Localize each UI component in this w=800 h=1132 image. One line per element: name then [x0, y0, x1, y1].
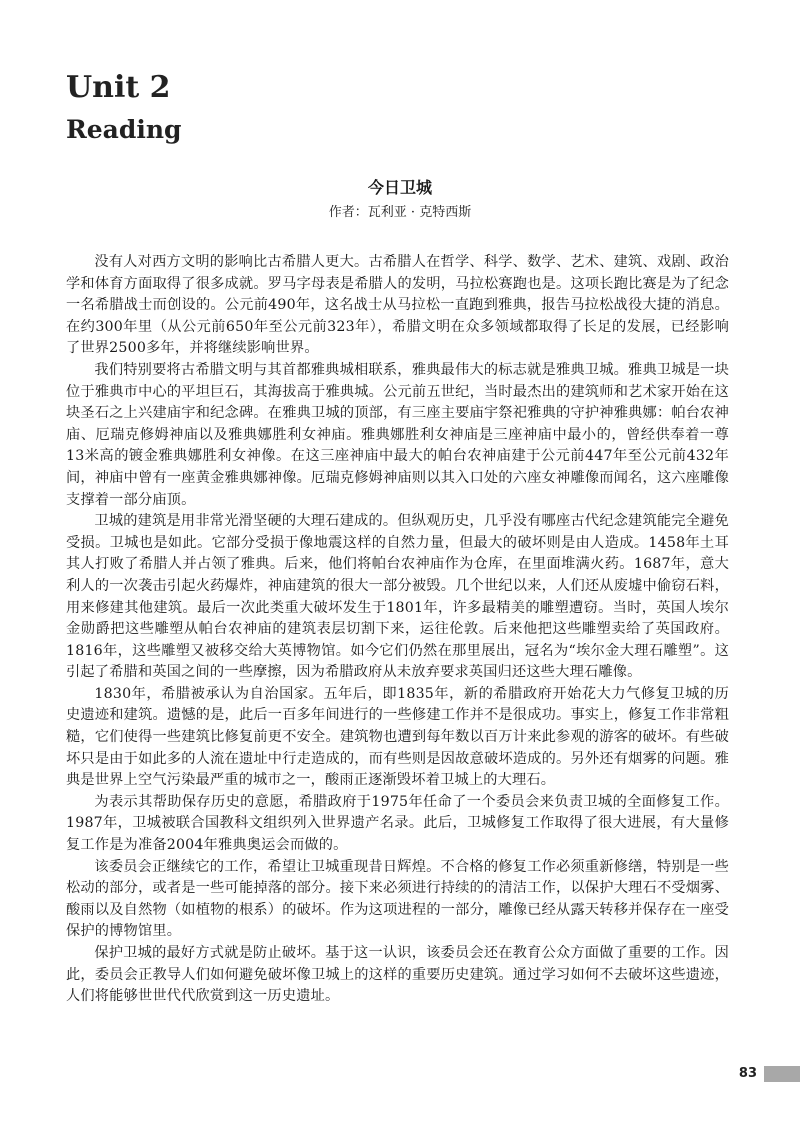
article-body [66, 252, 729, 1008]
page-edge-tab [764, 1066, 800, 1082]
article-paragraph: 该委员会正继续它的工作，希望让卫城重现昔日辉煌。不合格的修复工作必须重新修缮，特别是一些松动的部分，或者是一些可能掉落的部分。接下来必须进行持续的的清洁工作，以保护大理石不受烟雾、酸雨以及自然物（如植物的根系）的破坏。作为这项进程的一部分，雕像已经从露天转移并保存在一座受保护的博物馆里。 [66, 858, 729, 940]
article-paragraph: 保护卫城的最好方式就是防止破坏。基于这一认识，该委员会还在教育公众方面做了重要的工作。因此，委员会正教导人们如何避免破坏像卫城上的这样的重要历史建筑。通过学习如何不去破坏这些遗迹，人们将能够世世代代欣赏到这一历史遗址。 [66, 945, 729, 1005]
article-paragraph: 1830年，希腊被承认为自治国家。五年后，即1835年，新的希腊政府开始花大力气修复卫城的历史遗迹和建筑。遗憾的是，此后一百多年间进行的一些修建工作并不是很成功。事实上，修复工作非常粗糙，它们使得一些建筑比修复前更不安全。建筑物也遭到每年数以百万计来此参观的游客的破坏。有些破坏只是由于如此多的人流在遗址中行走造成的，而有些则是因故意破坏造成的。另外还有烟雾的问题。雅典是世界上空气污染最严重的城市之一，酸雨正逐渐毁坏着卫城上的大理石。 [66, 685, 729, 789]
article-title: 今日卫城 [367, 178, 432, 197]
section-heading: Reading [66, 115, 182, 144]
unit-heading: Unit 2 [66, 70, 171, 105]
page-number: 83 [738, 1066, 757, 1081]
article-paragraph: 没有人对西方文明的影响比古希腊人更大。古希腊人在哲学、科学、数学、艺术、建筑、戏剧、政治学和体育方面取得了很多成就。罗马字母表是希腊人的发明，马拉松赛跑也是。这项长跑比赛是为了纪念一名希腊战士而创设的。公元前490年，这名战士从马拉松一直跑到雅典，报告马拉松战役大捷的消息。在约300年里（从公元前650年至公元前323年），希腊文明在众多领域都取得了长足的发展，已经影响了世界2500多年，并将继续影响世界。 [66, 254, 729, 357]
article-byline: 作者：瓦利亚 · 克特西斯 [328, 205, 472, 220]
article-paragraph: 我们特别要将古希腊文明与其首都雅典城相联系，雅典最伟大的标志就是雅典卫城。雅典卫城是一块位于雅典市中心的平坦巨石，其海拔高于雅典城。公元前五世纪，当时最杰出的建筑师和艺术家开始在这块圣石之上兴建庙宇和纪念碑。在雅典卫城的顶部，有三座主要庙宇祭祀雅典的守护神雅典娜：帕台农神庙、厄瑞克修姆神庙以及雅典娜胜利女神庙。雅典娜胜利女神庙是三座神庙中最小的，曾经供奉着一尊13米高的镀金雅典娜胜利女神像。在这三座神庙中最大的帕台农神庙建于公元前447年至公元前432年间，神庙中曾有一座黄金雅典娜神像。厄瑞克修姆神庙则以其入口处的六座女神雕像而闻名，这六座雕像支撑着一部分庙顶。 [66, 361, 729, 508]
article-paragraph: 卫城的建筑是用非常光滑坚硬的大理石建成的。但纵观历史，几乎没有哪座古代纪念建筑能完全避免受损。卫城也是如此。它部分受损于像地震这样的自然力量，但最大的破坏则是由人造成。1458年土耳其人打败了希腊人并占领了雅典。后来，他们将帕台农神庙作为仓库，在里面堆满火药。1687年，意大利人的一次袭击引起火药爆炸，神庙建筑的很大一部分被毁。几个世纪以来，人们还从废墟中偷窃石料，用来修建其他建筑。最后一次此类重大破坏发生于1801年，许多最精美的雕塑遭窃。当时，英国人埃尔金勋爵把这些雕塑从帕台农神庙的建筑表层切割下来，运往伦敦。后来他把这些雕塑卖给了英国政府。1816年，这些雕塑又被移交给大英博物馆。如今它们仍然在那里展出，冠名为“埃尔金大理石雕塑”。这引起了希腊和英国之间的一些摩擦，因为希腊政府从未放弃要求英国归还这些大理石雕像。 [66, 513, 729, 681]
article-paragraph: 为表示其帮助保存历史的意愿，希腊政府于1975年任命了一个委员会来负责卫城的全面修复工作。1987年，卫城被联合国教科文组织列入世界遗产名录。此后，卫城修复工作取得了很大进展，有大量修复工作是为准备2004年雅典奥运会而做的。 [66, 793, 729, 854]
